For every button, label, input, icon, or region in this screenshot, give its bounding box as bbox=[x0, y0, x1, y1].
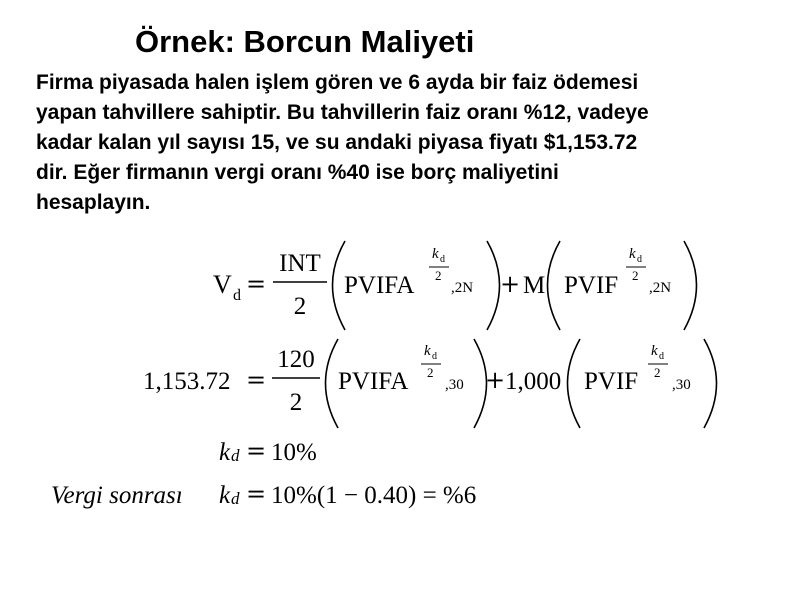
formula2-rate-denominator: 2 bbox=[427, 365, 434, 380]
formula1-denominator: 2 bbox=[293, 293, 307, 320]
formula1-left-paren-2 bbox=[548, 241, 561, 330]
result1-subscript: d bbox=[231, 446, 240, 465]
formula1-equals: = bbox=[246, 270, 267, 298]
formula1-rate-k-subscript: d bbox=[440, 254, 445, 265]
result1-equals: = bbox=[246, 437, 267, 465]
formula2-right-paren-2 bbox=[704, 339, 717, 428]
formula2-rate-k: k bbox=[424, 343, 431, 359]
formula1-periods-2: ,2N bbox=[649, 280, 672, 296]
formula2-lhs-value: 1,153.72 bbox=[143, 368, 231, 395]
formula2-periods-2: ,30 bbox=[672, 377, 691, 393]
formula-substitution bbox=[143, 339, 717, 428]
formula1-periods: ,2N bbox=[451, 280, 474, 296]
result2-equals: = bbox=[246, 480, 267, 508]
result1-symbol: k bbox=[219, 439, 231, 466]
problem-line-2: yapan tahvillere sahiptir. Bu tahvillerin faiz oranı %12, vadeye bbox=[36, 101, 649, 124]
problem-line-5: hesaplayın. bbox=[36, 191, 151, 214]
formula2-numerator: 120 bbox=[277, 346, 315, 373]
result-after-tax bbox=[51, 480, 476, 509]
result2-symbol: k bbox=[219, 482, 231, 509]
formula1-rate-denominator: 2 bbox=[435, 268, 442, 283]
formula2-periods: ,30 bbox=[445, 377, 464, 393]
formula1-pvifa-label: PVIFA bbox=[344, 272, 415, 299]
formula2-principal: 1,000 bbox=[505, 368, 562, 395]
formula1-rate-denominator-2: 2 bbox=[632, 268, 639, 283]
formula2-equals: = bbox=[246, 366, 267, 394]
formula1-right-paren-2 bbox=[684, 241, 697, 330]
problem-line-4: dir. Eğer firmanın vergi oranı %40 ise borç maliyetini bbox=[36, 161, 559, 184]
result2-expression: 10%(1 − 0.40) = %6 bbox=[271, 482, 477, 509]
formula1-numerator: INT bbox=[279, 250, 321, 277]
result-pre-tax bbox=[219, 437, 317, 466]
result2-label: Vergi sonrası bbox=[51, 482, 183, 509]
formula2-left-paren-1 bbox=[326, 339, 339, 428]
slide-title: Örnek: Borcun Maliyeti bbox=[135, 24, 475, 59]
formula2-rate-k-subscript-2: d bbox=[659, 351, 664, 362]
formula2-pvif-label: PVIF bbox=[584, 368, 639, 395]
formula2-rate-denominator-2: 2 bbox=[654, 365, 661, 380]
formula1-pvif-label: PVIF bbox=[564, 272, 619, 299]
formula1-lhs-subscript: d bbox=[233, 287, 241, 304]
formula2-left-paren-2 bbox=[568, 339, 581, 428]
formula1-rate-k-2: k bbox=[629, 246, 636, 262]
formula1-principal: M bbox=[523, 272, 546, 299]
formula1-right-paren-1 bbox=[487, 241, 500, 330]
formula2-rate-k-2: k bbox=[651, 343, 658, 359]
result1-value: 10% bbox=[271, 439, 317, 466]
problem-line-3: kadar kalan yıl sayısı 15, ve su andaki piyasa fiyatı $1,153.72 bbox=[36, 131, 638, 154]
result2-subscript: d bbox=[231, 489, 240, 508]
formula2-pvifa-label: PVIFA bbox=[338, 368, 409, 395]
formula1-rate-k: k bbox=[432, 246, 439, 262]
formula2-denominator: 2 bbox=[289, 389, 303, 416]
formula-bond-value bbox=[213, 241, 697, 330]
formula1-lhs-symbol: V bbox=[213, 270, 232, 299]
problem-line-1: Firma piyasada halen işlem gören ve 6 ayda bir faiz ödemesi bbox=[36, 71, 639, 94]
formula2-plus: + bbox=[485, 366, 506, 394]
formula2-rate-k-subscript: d bbox=[432, 351, 437, 362]
formula1-rate-k-subscript-2: d bbox=[637, 254, 642, 265]
formula1-plus: + bbox=[500, 270, 521, 298]
